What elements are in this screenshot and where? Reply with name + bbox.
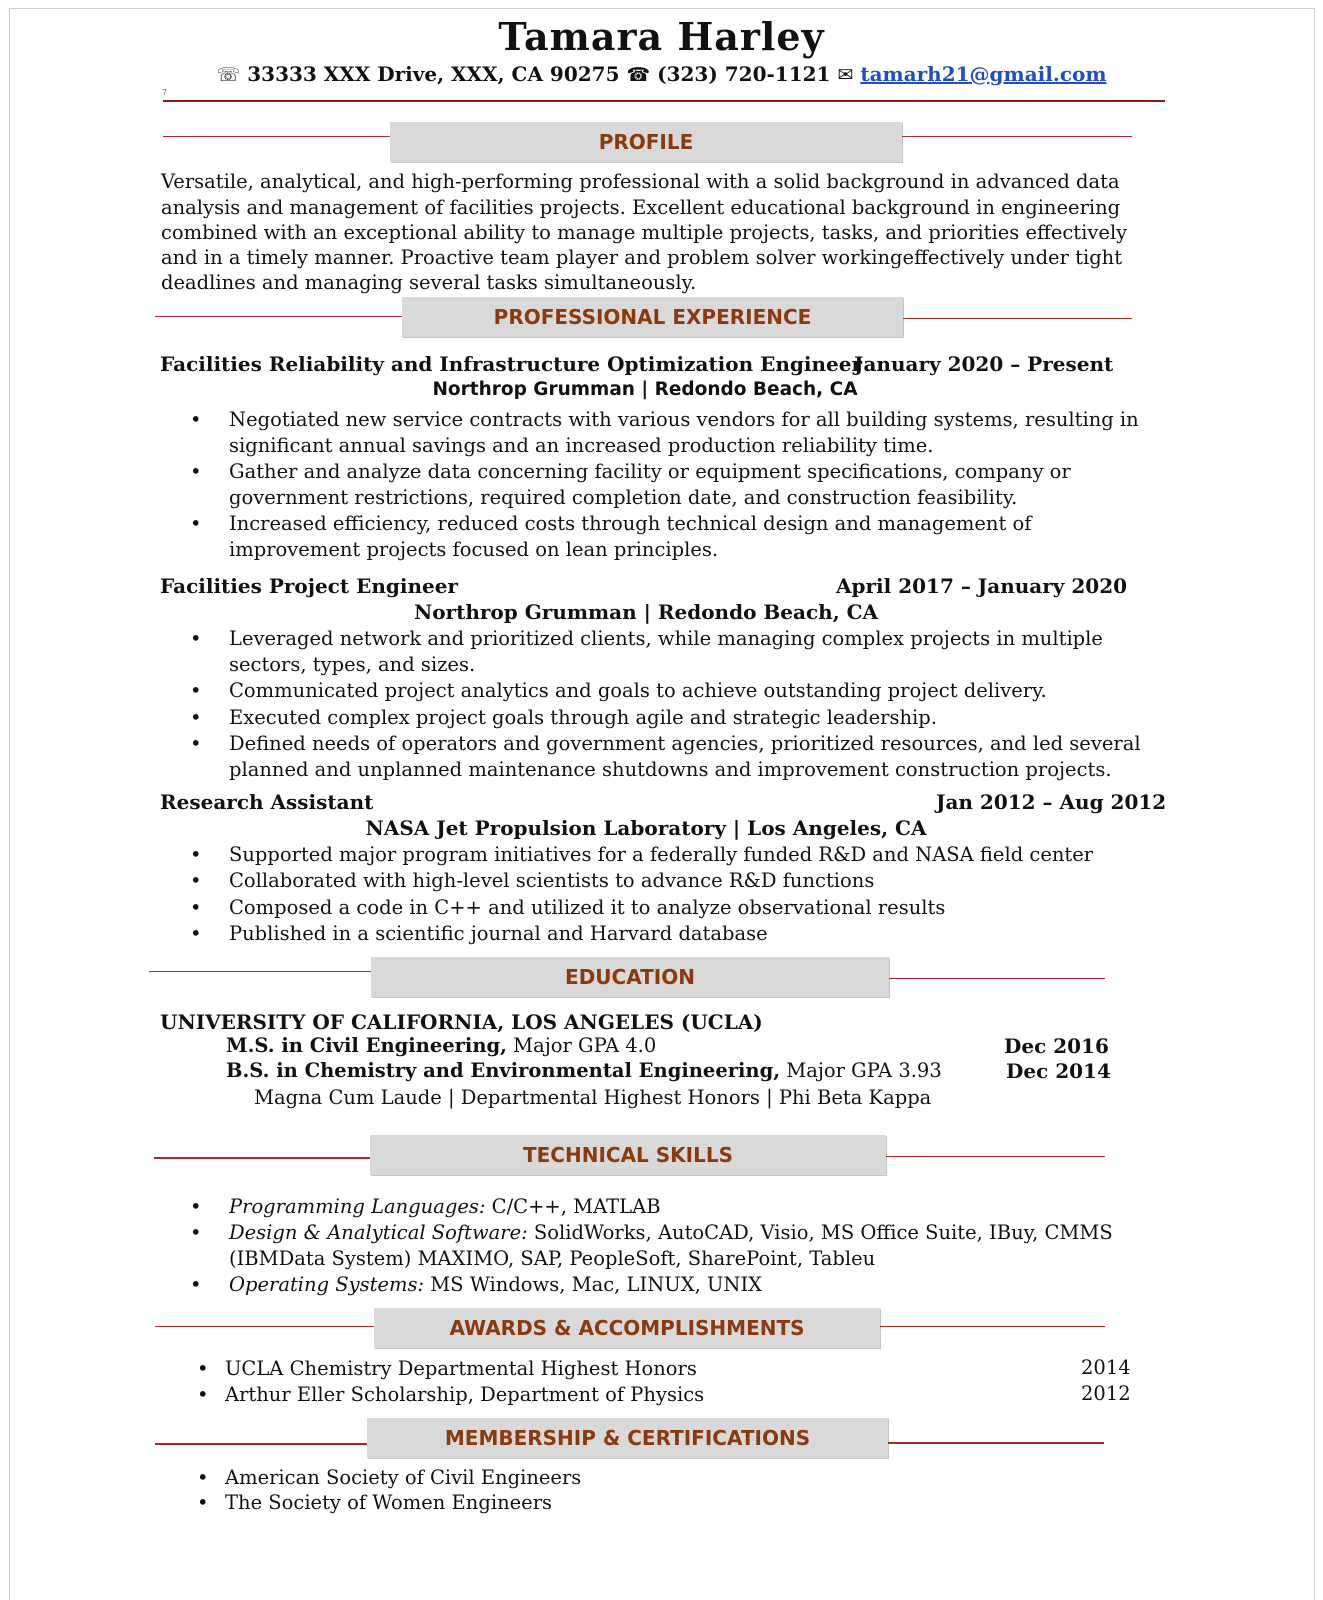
section-rule-left <box>155 1443 367 1445</box>
section-rule-left <box>155 1326 374 1327</box>
section-rule-right <box>888 1442 1104 1444</box>
award-year: 2014 <box>1081 1356 1131 1379</box>
profile-line: Versatile, analytical, and high-performing professional with a solid background in advanced data <box>161 170 1120 193</box>
section-rule-right <box>902 136 1132 137</box>
section-title-skills: TECHNICAL SKILLS <box>370 1135 886 1175</box>
profile-line: combined with an exceptional ability to manage multiple projects, tasks, and priorities effectively <box>161 221 1128 244</box>
section-title-education: EDUCATION <box>371 957 889 997</box>
section-rule-right <box>889 978 1105 979</box>
honors-line: Magna Cum Laude | Departmental Highest Honors | Phi Beta Kappa <box>254 1086 932 1109</box>
envelope-icon: ✉ <box>837 64 854 86</box>
header-rule <box>163 100 1165 102</box>
job-title: Facilities Project Engineer <box>160 574 458 598</box>
school-name: UNIVERSITY OF CALIFORNIA, LOS ANGELES (UCLA) <box>160 1010 763 1034</box>
section-title-membership: MEMBERSHIP & CERTIFICATIONS <box>367 1418 888 1458</box>
section-title-awards: AWARDS & ACCOMPLISHMENTS <box>374 1308 880 1348</box>
section-rule-right <box>880 1326 1105 1327</box>
section-rule-left <box>149 971 371 972</box>
award-year: 2012 <box>1081 1382 1131 1405</box>
section-rule-left <box>163 136 390 137</box>
bs-date: Dec 2014 <box>1006 1059 1111 1083</box>
job-dates: Jan 2012 – Aug 2012 <box>936 790 1167 814</box>
job-dates: April 2017 – January 2020 <box>836 574 1128 598</box>
address: 33333 XXX Drive, XXX, CA 90275 <box>247 62 620 86</box>
job-title: Research Assistant <box>160 790 374 814</box>
telephone-icon: ☎ <box>626 64 651 86</box>
section-title-profile: PROFILE <box>390 122 902 162</box>
job-company: Northrop Grumman | Redondo Beach, CA <box>413 600 879 624</box>
candidate-name: Tamara Harley <box>498 14 825 59</box>
ms-date: Dec 2016 <box>1004 1034 1109 1058</box>
profile-line: deadlines and managing several tasks simultaneously. <box>161 271 697 294</box>
job-company: NASA Jet Propulsion Laboratory | Los Angeles, CA <box>365 816 927 840</box>
section-rule-left <box>155 316 402 317</box>
phone: (323) 720-1121 <box>657 62 831 86</box>
job-dates: January 2020 – Present <box>854 352 1114 376</box>
section-rule-right <box>886 1156 1105 1157</box>
section-rule-right <box>903 318 1132 319</box>
job-company: Northrop Grumman | Redondo Beach, CA <box>432 379 858 400</box>
profile-line: and in a timely manner. Proactive team player and problem solver workingeffectively under tight <box>161 246 1123 269</box>
stray-mark: 7 <box>162 88 168 97</box>
job-title: Facilities Reliability and Infrastructure Optimization Engineer <box>160 352 863 376</box>
section-title-experience: PROFESSIONAL EXPERIENCE <box>402 297 903 337</box>
email-link[interactable]: tamarh21@gmail.com <box>860 62 1107 86</box>
ms-degree-line: M.S. in Civil Engineering, Major GPA 4.0 <box>226 1034 657 1057</box>
profile-line: analysis and management of facilities projects. Excellent educational background in engineering <box>161 196 1121 219</box>
contact-line <box>0 62 1323 86</box>
bs-degree-line: B.S. in Chemistry and Environmental Engineering, Major GPA 3.93 <box>226 1059 942 1082</box>
home-phone-icon: ☏ <box>216 64 241 86</box>
section-rule-left <box>154 1157 370 1159</box>
